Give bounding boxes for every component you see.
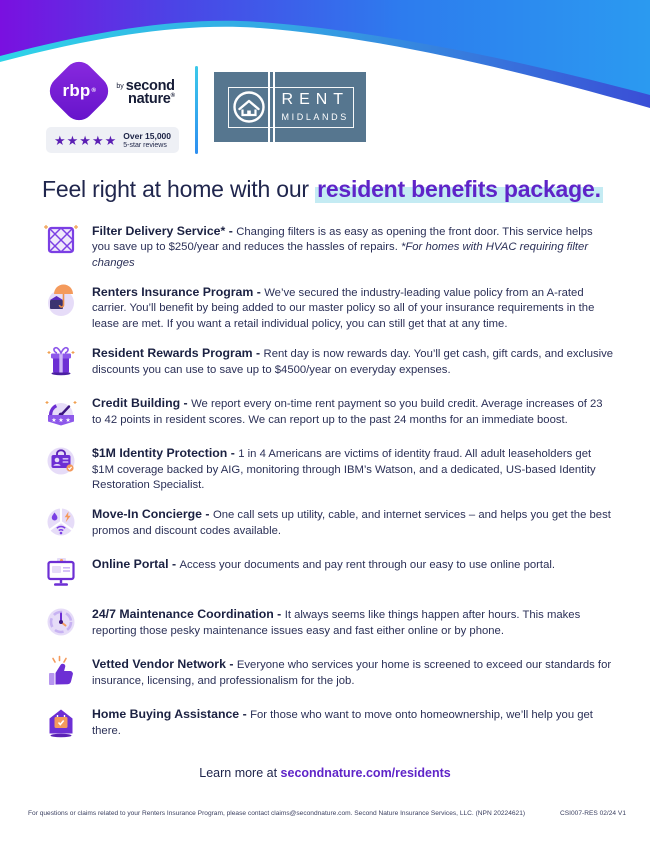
benefit-filter-delivery: [42, 220, 614, 271]
benefit-title: $1M Identity Protection -: [92, 446, 239, 461]
benefit-description: We report every on-time rent payment so you build credit. Average increases of 23 to 42 points in resident scores. We can report up to the past 24 months for an immediate boost.: [92, 398, 603, 426]
benefit-description: It always seems like things happen after hours. This makes reporting those pesky maintenance issues easy and fast either online or by phone.: [92, 609, 581, 637]
sign-post-line: [273, 72, 275, 142]
five-stars-icon: ★★★★★: [54, 132, 118, 148]
benefit-title: Renters Insurance Program -: [92, 285, 265, 300]
rbp-logo: [50, 62, 108, 120]
benefit-title: Vetted Vendor Network -: [92, 657, 237, 672]
benefit-description: Everyone who services your home is screened to exceed our standards for insurance, licensing, and professionalism for the job.: [92, 659, 612, 687]
partner-name-top: RENT: [281, 91, 350, 108]
benefit-title: Home Buying Assistance -: [92, 707, 251, 722]
benefit-renters-insurance: [42, 281, 614, 332]
gift-box-icon: [42, 342, 80, 380]
headline-prefix: Feel right at home with our: [42, 176, 316, 202]
benefit-title: Credit Building -: [92, 396, 192, 411]
benefit-vetted-vendor-network: [42, 653, 614, 693]
rent-midlands-logo: [214, 72, 366, 142]
air-filter-icon: [42, 220, 80, 258]
by-label: by: [116, 82, 124, 90]
monitor-icon: [42, 553, 80, 591]
svg-text:★ ★ ★: ★ ★ ★: [51, 418, 71, 425]
brand-word-second: second: [125, 77, 175, 94]
reviews-caption: 5-star reviews: [123, 142, 167, 149]
thumbs-up-icon: [42, 653, 80, 691]
learn-more-line: [0, 766, 650, 780]
benefit-title: Online Portal -: [92, 557, 180, 572]
benefit-move-in-concierge: [42, 503, 614, 543]
benefit-title: Move-In Concierge -: [92, 507, 213, 522]
benefit-credit-building: [42, 392, 614, 432]
fine-print-legal: For questions or claims related to your Renters Insurance Program, please contact claims@secondnature.com. Second Nature Insurance Services, LLC. (NPN 20224621): [28, 810, 526, 817]
benefit-home-buying-assistance: [42, 703, 614, 743]
partner-name-bottom: MIDLANDS: [281, 112, 349, 122]
house-circle-icon: [232, 90, 266, 124]
page-title: [42, 176, 617, 203]
logo-row: [46, 62, 366, 154]
benefit-title: 24/7 Maintenance Coordination -: [92, 607, 285, 622]
learn-more-prefix: Learn more at: [199, 766, 281, 780]
learn-more-link[interactable]: secondnature.com/residents: [280, 766, 451, 780]
benefit-note: *For homes with HVAC requiring filter changes: [92, 241, 589, 269]
house-calendar-icon: [42, 703, 80, 741]
rbp-logo-text: rbp ®: [62, 81, 97, 100]
benefit-description: Rent day is now rewards day. You’ll get cash, gift cards, and exclusive discounts you can use to save up to $4500/year on everyday expenses.: [92, 348, 614, 376]
benefit-resident-rewards: [42, 342, 614, 382]
umbrella-house-icon: [42, 281, 80, 319]
benefit-title: Filter Delivery Service* -: [92, 224, 237, 238]
benefit-description: 1 in 4 Americans are victims of identity fraud. All adult leaseholders get $1M coverage backed by AIG, monitoring through IBM’s Watson, and a dedicated, US-based Identity Restoration Specialist.: [92, 448, 596, 491]
credit-gauge-icon: [42, 392, 80, 430]
utilities-icon: [42, 503, 80, 541]
fine-print-document-code: CSI007-RES 02/24 V1: [560, 810, 626, 817]
benefit-identity-protection: [42, 442, 614, 493]
sign-post-line: [268, 72, 270, 142]
fine-print: [28, 810, 626, 817]
clock-icon: [42, 603, 80, 641]
second-nature-wordmark: [116, 77, 175, 107]
benefit-maintenance-coordination: [42, 603, 614, 643]
benefit-description: Access your documents and pay rent through our easy to use online portal.: [179, 559, 555, 572]
headline-highlight: resident benefits package.: [317, 176, 601, 202]
benefits-list: [42, 220, 614, 753]
id-card-icon: [42, 442, 80, 480]
reviews-count: Over 15,000: [123, 131, 172, 141]
benefit-online-portal: [42, 553, 614, 593]
benefit-title: Resident Rewards Program -: [92, 346, 264, 361]
reviews-badge: [46, 127, 179, 153]
brand-word-nature: nature®: [128, 91, 175, 107]
benefit-description: We’ve secured the industry-leading value policy from an A-rated carrier. You’ll benefit by being added to our master policy so all of your insurance requirements in the lease are met. If you want a retail individual policy, you can still get that at any time.: [92, 287, 595, 330]
logo-divider: [195, 66, 198, 154]
benefit-description: One call sets up utility, cable, and internet services – and helps you get the best promos and discount codes available.: [92, 509, 611, 537]
rbp-brand-block: [46, 62, 179, 153]
benefit-description: Changing filters is as easy as opening the front door. This service helps you save up to $250/year and reduces the hassles of repairs.: [92, 226, 593, 254]
benefit-description: For those who want to move onto homeownership, we’ll help you get there.: [92, 709, 593, 737]
